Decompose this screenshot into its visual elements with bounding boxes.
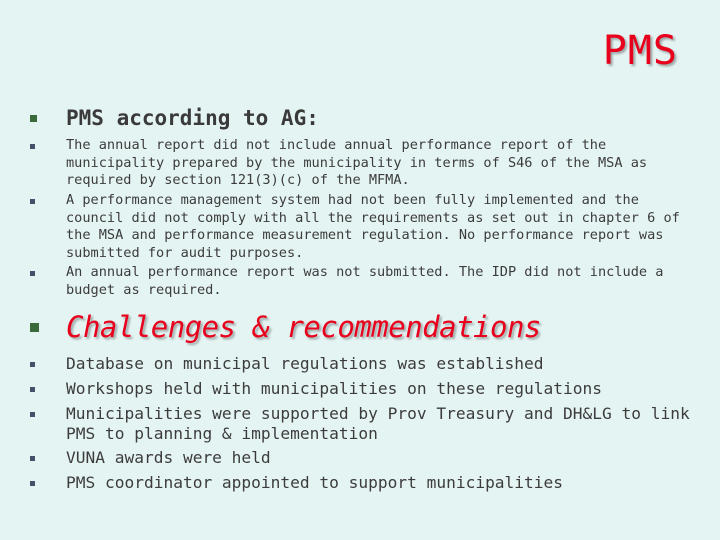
bullet-icon [30,412,35,417]
list-item-text: Municipalities were supported by Prov Treasury and DH&LG to link PMS to planning & implementation [66,404,690,443]
list-item-text: An annual performance report was not submitted. The IDP did not include a budget as required. [66,264,664,298]
slide-title: PMS [602,28,678,74]
list-item-text: VUNA awards were held [66,448,271,467]
bullet-icon [30,456,35,461]
bullet-icon [30,362,35,367]
list-item-text: Database on municipal regulations was established [66,354,544,373]
list-item-text: The annual report did not include annual performance report of the municipality prepared by the municipality in terms of S46 of the MSA as required by section 121(3)(c) of the MFMA. [66,137,648,188]
bullet-icon [30,199,35,204]
list-item-text: A performance management system had not been fully implemented and the council did not comply with all the requirements as set out in chapter 6 of the MSA and performance measurement regulation. No performance report was submitted for audit purposes. [66,192,680,261]
bullet-icon [30,271,35,276]
list-item-text: Workshops held with municipalities on these regulations [66,379,603,398]
section2-heading: Challenges & recommendations [66,310,541,344]
bullet-icon [30,115,37,122]
bullet-icon [30,481,35,486]
bullet-icon [30,387,35,392]
bullet-icon [30,323,39,332]
bullet-icon [30,144,35,149]
section1-heading: PMS according to AG: [66,106,319,130]
list-item-text: PMS coordinator appointed to support municipalities [66,473,564,492]
